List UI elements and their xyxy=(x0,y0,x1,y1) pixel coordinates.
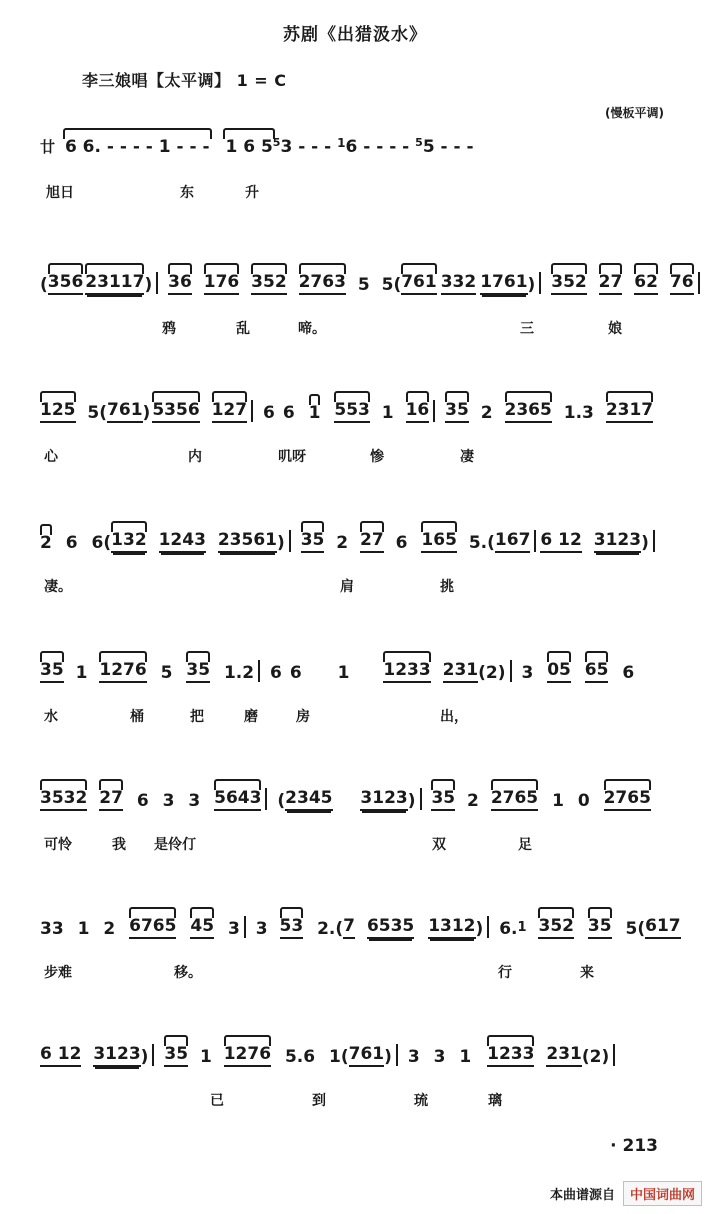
lyric-syllable: 是伶仃 xyxy=(154,837,196,853)
lyric-syllable: 水 xyxy=(44,709,58,725)
notation-line: 35 1 1276 5 35 1.2 6 6 1 1233 231(2) 3 05 65 6 xyxy=(40,660,672,706)
music-system xyxy=(40,916,681,988)
lyric-syllable: 娘 xyxy=(608,321,622,337)
music-system xyxy=(40,530,672,602)
lyric-syllable: 我 xyxy=(112,837,126,853)
lyric-syllable: 心 xyxy=(44,449,58,465)
lyric-syllable: 来 xyxy=(580,965,594,981)
notation-line: 廿 6 6. - - - - 1 - - - 1 6 $5^53$ - - - $^1$6 - - - - $^5$5 - - - xyxy=(40,136,672,182)
lyric-syllable: 行 xyxy=(498,965,512,981)
lyric-syllable: 旭日 xyxy=(46,185,74,201)
lyric-line xyxy=(40,318,672,344)
lyric-syllable: 肩 xyxy=(340,579,354,595)
music-system xyxy=(40,788,672,860)
lyric-line xyxy=(40,834,672,860)
notation-line: 2 6 6( 132 1243 23561) 35 2 27 6 165 5.(167 6 12 3123) xyxy=(40,530,672,576)
lyric-syllable: 磨 xyxy=(244,709,258,725)
notation-line: 6 12 3123) 35 1 1276 5.6 1(761) 3 3 1 1233 231(2) xyxy=(40,1044,672,1090)
music-system xyxy=(40,1044,672,1116)
lyric-line xyxy=(40,962,672,988)
lyric-syllable: 璃 xyxy=(488,1093,502,1109)
source-label: 本曲谱源自 xyxy=(549,1188,615,1203)
music-system xyxy=(40,660,672,732)
footer-attribution xyxy=(550,1181,702,1206)
lyric-syllable: 房 xyxy=(296,709,310,725)
lyric-syllable: 足 xyxy=(518,837,532,853)
notation-line: ( 356 23117) 36 176 352 2763 5 5( 761 332 1761) 352 27 62 76 xyxy=(40,272,672,318)
lyric-syllable: 凄。 xyxy=(44,579,72,595)
lyric-syllable: 叽呀 xyxy=(278,449,306,465)
lyric-line xyxy=(40,182,672,208)
lyric-syllable: 惨 xyxy=(370,449,384,465)
lyric-syllable: 双 xyxy=(432,837,446,853)
lyric-line xyxy=(40,706,672,732)
lyric-syllable: 把 xyxy=(190,709,204,725)
lyric-syllable: 乱 xyxy=(236,321,250,337)
lyric-syllable: 鸦 xyxy=(162,321,176,337)
lyric-syllable: 出， xyxy=(440,709,468,725)
lyric-syllable: 凄 xyxy=(460,449,474,465)
lyric-syllable: 已 xyxy=(210,1093,224,1109)
lyric-syllable: 啼。 xyxy=(298,321,326,337)
lyric-syllable: 到 xyxy=(312,1093,326,1109)
lyric-syllable: 东 xyxy=(180,185,194,201)
notation-line: 125 5(761) 5356 127 6 6 1 553 1 16 35 2 2365 1.3 2317 xyxy=(40,400,672,446)
lyric-line xyxy=(40,446,672,472)
lyric-line xyxy=(40,576,672,602)
lyric-syllable: 琉 xyxy=(414,1093,428,1109)
brand-badge: 中国词曲网 xyxy=(623,1181,702,1206)
page-title: 苏剧《出猎汲水》 xyxy=(283,25,427,45)
lyric-syllable: 桶 xyxy=(130,709,144,725)
music-system xyxy=(40,272,694,344)
lyric-syllable: 步难 xyxy=(44,965,72,981)
notation-line: 3532 27 6 3 3 5643 (2345 3123) 35 2 2765 1 0 2765 xyxy=(40,788,672,834)
lyric-syllable: 升 xyxy=(245,185,259,201)
lyric-syllable: 内 xyxy=(188,449,202,465)
page-number: · 213 xyxy=(610,1136,658,1156)
notation-line: 33 1 2 6765 45 3 3 53 2.(7 6535 1312) 6.1 352 35 5(617 xyxy=(40,916,672,962)
lyric-syllable: 移。 xyxy=(174,965,202,981)
singer-and-mode-line: 李三娘唱【太平调】 1 = C xyxy=(82,71,287,90)
tempo-annotation: (慢板平调) xyxy=(605,106,664,120)
lyric-line xyxy=(40,1090,672,1116)
lyric-syllable: 可怜 xyxy=(44,837,72,853)
lyric-syllable: 三 xyxy=(520,321,534,337)
music-system xyxy=(40,136,672,208)
music-system xyxy=(40,400,672,472)
lyric-syllable: 挑 xyxy=(440,579,454,595)
